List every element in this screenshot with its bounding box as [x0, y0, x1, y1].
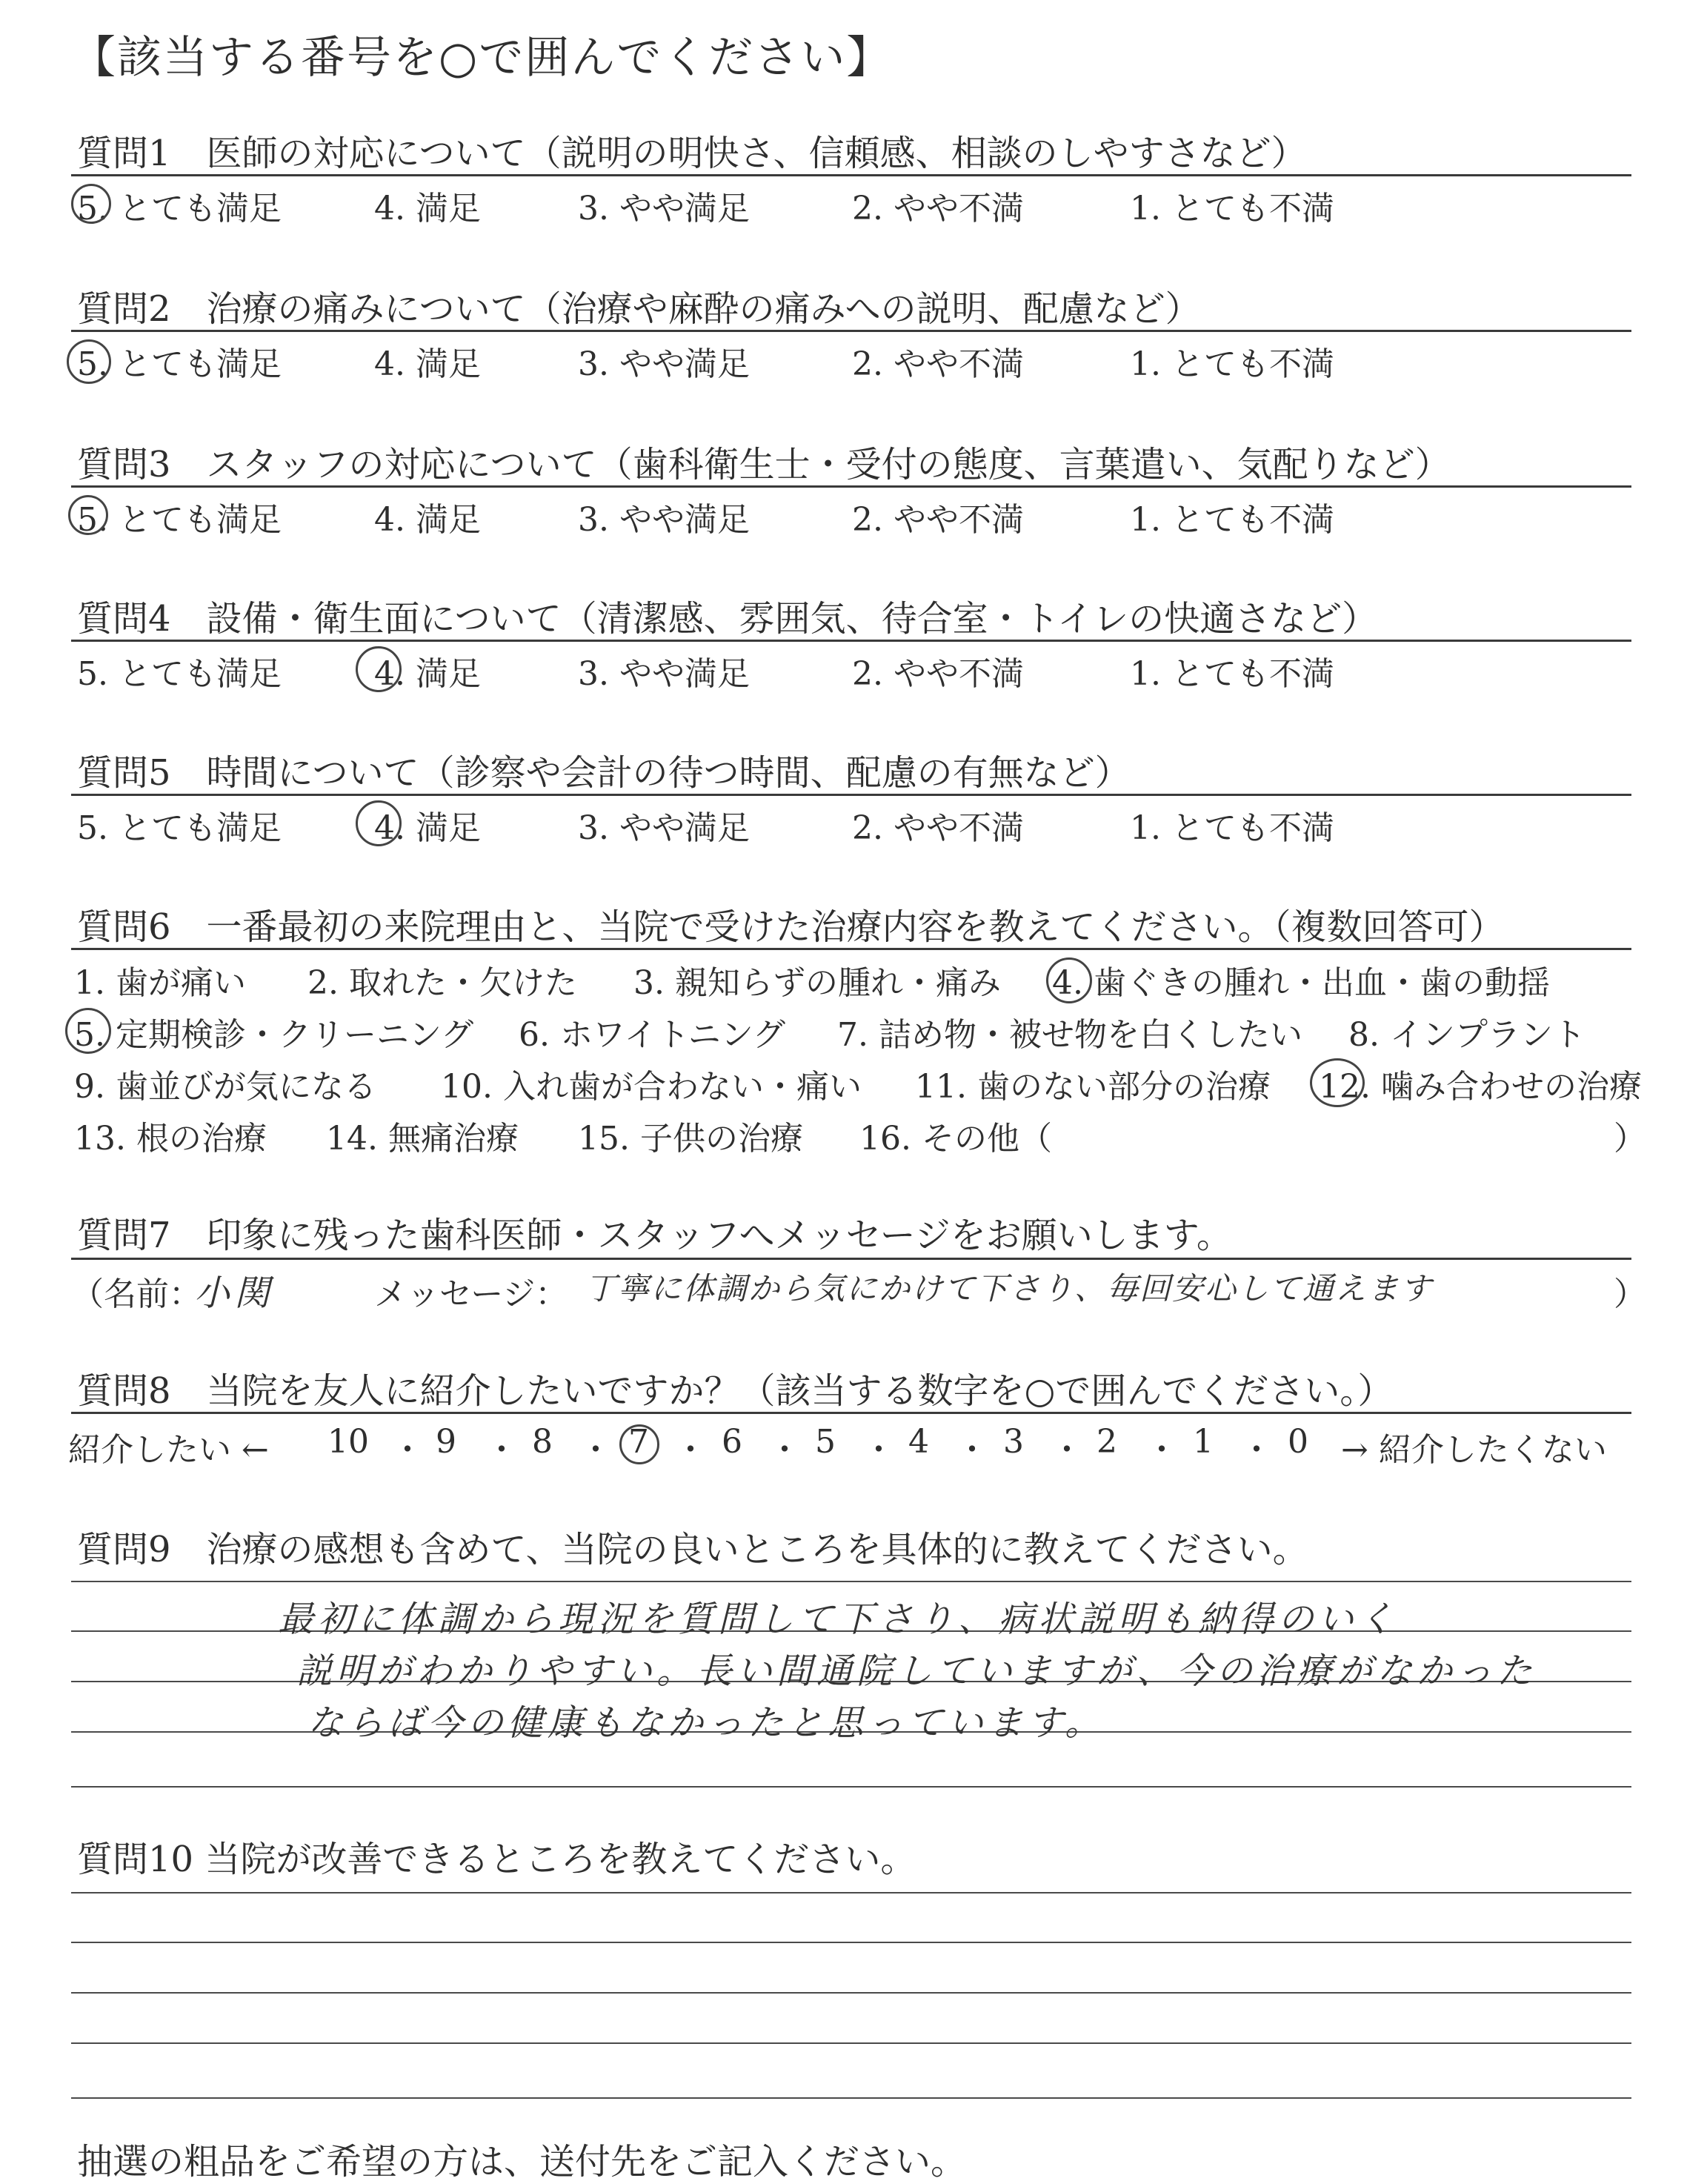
question-4: 質問4 設備・衛生面について（清潔感、雰囲気、待合室・トイレの快適さなど） [77, 598, 1378, 640]
q1-selected-circle [71, 184, 111, 224]
q6-option-8[interactable]: 8. インプラント [1348, 1016, 1585, 1054]
divider [71, 794, 1631, 796]
q6-other-close: ） [1614, 1120, 1646, 1158]
divider [71, 1412, 1631, 1414]
q4-option-2[interactable]: 2. やや不満 [852, 655, 1024, 693]
question-6: 質問6 一番最初の来院理由と、当院で受けた治療内容を教えてください。（複数回答可） [77, 906, 1505, 948]
dot: ・ [1051, 1431, 1083, 1469]
q6-option-16[interactable]: 16. その他（ [859, 1120, 1052, 1158]
q1-option-2[interactable]: 2. やや不満 [852, 190, 1024, 228]
dot: ・ [956, 1431, 988, 1469]
scale-10[interactable]: 10 [327, 1423, 369, 1461]
q2-option-5[interactable]: 5. とても満足 [77, 345, 282, 383]
q8-selected-circle [619, 1424, 659, 1464]
q2-option-2[interactable]: 2. やや不満 [852, 345, 1024, 383]
q4-option-4[interactable]: 4. 満足 [374, 655, 481, 693]
divider [71, 640, 1631, 642]
q6-option-2[interactable]: 2. 取れた・欠けた [307, 964, 577, 1002]
q3-option-4[interactable]: 4. 満足 [374, 501, 481, 539]
q1-option-3[interactable]: 3. やや満足 [578, 190, 750, 228]
dot: ・ [1240, 1431, 1273, 1469]
question-2: 質問2 治療の痛みについて（治療や麻酔の痛みへの説明、配慮など） [77, 288, 1201, 330]
divider [71, 174, 1631, 176]
question-1: 質問1 医師の対応について（説明の明快さ、信頼感、相談のしやすさなど） [77, 133, 1307, 174]
q2-option-3[interactable]: 3. やや満足 [578, 345, 750, 383]
q6-option-6[interactable]: 6. ホワイトニング [519, 1016, 786, 1054]
q6-option-14[interactable]: 14. 無痛治療 [326, 1120, 519, 1158]
q6-option-10[interactable]: 10. 入れ歯が合わない・痛い [441, 1068, 862, 1106]
name-handwritten: 小関 [194, 1272, 275, 1314]
scale-6[interactable]: 6 [722, 1423, 742, 1461]
divider [71, 485, 1631, 488]
q3-option-1[interactable]: 1. とても不満 [1130, 501, 1334, 539]
q6-option-13[interactable]: 13. 根の治療 [74, 1120, 267, 1158]
answer-line [71, 1786, 1631, 1788]
q6-option-5[interactable]: 5. 定期検診・クリーニング [74, 1016, 474, 1054]
q2-option-4[interactable]: 4. 満足 [374, 345, 481, 383]
q6-option-11[interactable]: 11. 歯のない部分の治療 [915, 1068, 1271, 1106]
q4-selected-circle [356, 646, 402, 692]
divider [71, 330, 1631, 332]
scale-0[interactable]: 0 [1288, 1423, 1308, 1461]
q3-selected-circle [68, 495, 108, 535]
dot: ・ [579, 1431, 612, 1469]
scale-left-label: 紹介したい ← [68, 1431, 269, 1469]
scale-1[interactable]: 1 [1193, 1423, 1214, 1461]
question-8: 質問8 当院を友人に紹介したいですか？（該当する数字を○で囲んでください。） [77, 1370, 1394, 1412]
answer-line [71, 2042, 1631, 2044]
q1-option-1[interactable]: 1. とても不満 [1130, 190, 1334, 228]
answer-line [71, 1892, 1631, 1893]
scale-2[interactable]: 2 [1097, 1423, 1117, 1461]
q6-selected-circle-12 [1310, 1058, 1365, 1107]
scale-7[interactable]: 7 [628, 1423, 649, 1461]
scale-3[interactable]: 3 [1003, 1423, 1024, 1461]
q9-handwritten-line-1: 最初に体調から現況を質問して下さり、病状説明も納得のいく [278, 1599, 1399, 1640]
scale-5[interactable]: 5 [815, 1423, 836, 1461]
message-close: ） [1614, 1275, 1646, 1313]
q6-option-7[interactable]: 7. 詰め物・被せ物を白くしたい [837, 1016, 1302, 1054]
question-3: 質問3 スタッフの対応について（歯科衛生士・受付の態度、言葉遣い、気配りなど） [77, 444, 1451, 485]
q2-selected-circle [67, 339, 111, 384]
q6-option-4[interactable]: 4. 歯ぐきの腫れ・出血・歯の動揺 [1052, 964, 1550, 1002]
q2-option-1[interactable]: 1. とても不満 [1130, 345, 1334, 383]
q5-option-2[interactable]: 2. やや不満 [852, 809, 1024, 847]
q9-handwritten-line-3: ならば今の健康もなかったと思っています。 [307, 1702, 1105, 1744]
q5-option-3[interactable]: 3. やや満足 [578, 809, 750, 847]
q1-option-5[interactable]: 5. とても満足 [77, 190, 282, 228]
message-label: メッセージ： [374, 1275, 568, 1313]
dot: ・ [485, 1431, 518, 1469]
dot: ・ [768, 1431, 801, 1469]
q4-option-5[interactable]: 5. とても満足 [77, 655, 282, 693]
footer-note: 抽選の粗品をご希望の方は、送付先をご記入ください。 [77, 2141, 967, 2183]
scale-right-label: → 紹介したくない [1341, 1431, 1607, 1469]
q6-option-9[interactable]: 9. 歯並びが気になる [74, 1068, 376, 1106]
dot: ・ [862, 1431, 895, 1469]
message-handwritten: 丁寧に体調から気にかけて下さり、毎回安心して通えます [585, 1270, 1434, 1307]
q6-option-15[interactable]: 15. 子供の治療 [578, 1120, 803, 1158]
scale-9[interactable]: 9 [436, 1423, 456, 1461]
name-label: （名前： [71, 1275, 202, 1313]
q3-option-2[interactable]: 2. やや不満 [852, 501, 1024, 539]
dot: ・ [674, 1431, 707, 1469]
q4-option-3[interactable]: 3. やや満足 [578, 655, 750, 693]
q6-option-12[interactable]: 12. 噛み合わせの治療 [1319, 1068, 1642, 1106]
q5-option-5[interactable]: 5. とても満足 [77, 809, 282, 847]
q6-option-1[interactable]: 1. 歯が痛い [74, 964, 246, 1002]
answer-line [71, 1581, 1631, 1582]
q3-option-3[interactable]: 3. やや満足 [578, 501, 750, 539]
q4-option-1[interactable]: 1. とても不満 [1130, 655, 1334, 693]
answer-line [71, 2097, 1631, 2099]
q5-option-1[interactable]: 1. とても不満 [1130, 809, 1334, 847]
question-10: 質問10 当院が改善できるところを教えてください。 [77, 1839, 916, 1880]
dot: ・ [1145, 1431, 1178, 1469]
dot: ・ [391, 1431, 424, 1469]
q5-selected-circle [356, 800, 402, 846]
scale-4[interactable]: 4 [908, 1423, 929, 1461]
q5-option-4[interactable]: 4. 満足 [374, 809, 481, 847]
q6-selected-circle-4 [1046, 957, 1092, 1003]
divider [71, 1258, 1631, 1260]
page-title: 【該当する番号を○で囲んでください】 [71, 32, 893, 84]
q6-selected-circle-5 [65, 1008, 111, 1054]
answer-line [71, 1992, 1631, 1994]
q3-option-5[interactable]: 5. とても満足 [77, 501, 282, 539]
q1-option-4[interactable]: 4. 満足 [374, 190, 481, 228]
question-9: 質問9 治療の感想も含めて、当院の良いところを具体的に教えてください。 [77, 1529, 1308, 1570]
scale-8[interactable]: 8 [532, 1423, 553, 1461]
q6-option-3[interactable]: 3. 親知らずの腫れ・痛み [633, 964, 1001, 1002]
divider [71, 948, 1631, 950]
question-5: 質問5 時間について（診察や会計の待つ時間、配慮の有無など） [77, 752, 1131, 794]
answer-line [71, 1942, 1631, 1943]
q9-handwritten-line-2: 説明がわかりやすい。長い間通院していますが、今の治療がなかった [296, 1650, 1537, 1692]
question-7: 質問7 印象に残った歯科医師・スタッフへメッセージをお願いします。 [77, 1215, 1232, 1256]
